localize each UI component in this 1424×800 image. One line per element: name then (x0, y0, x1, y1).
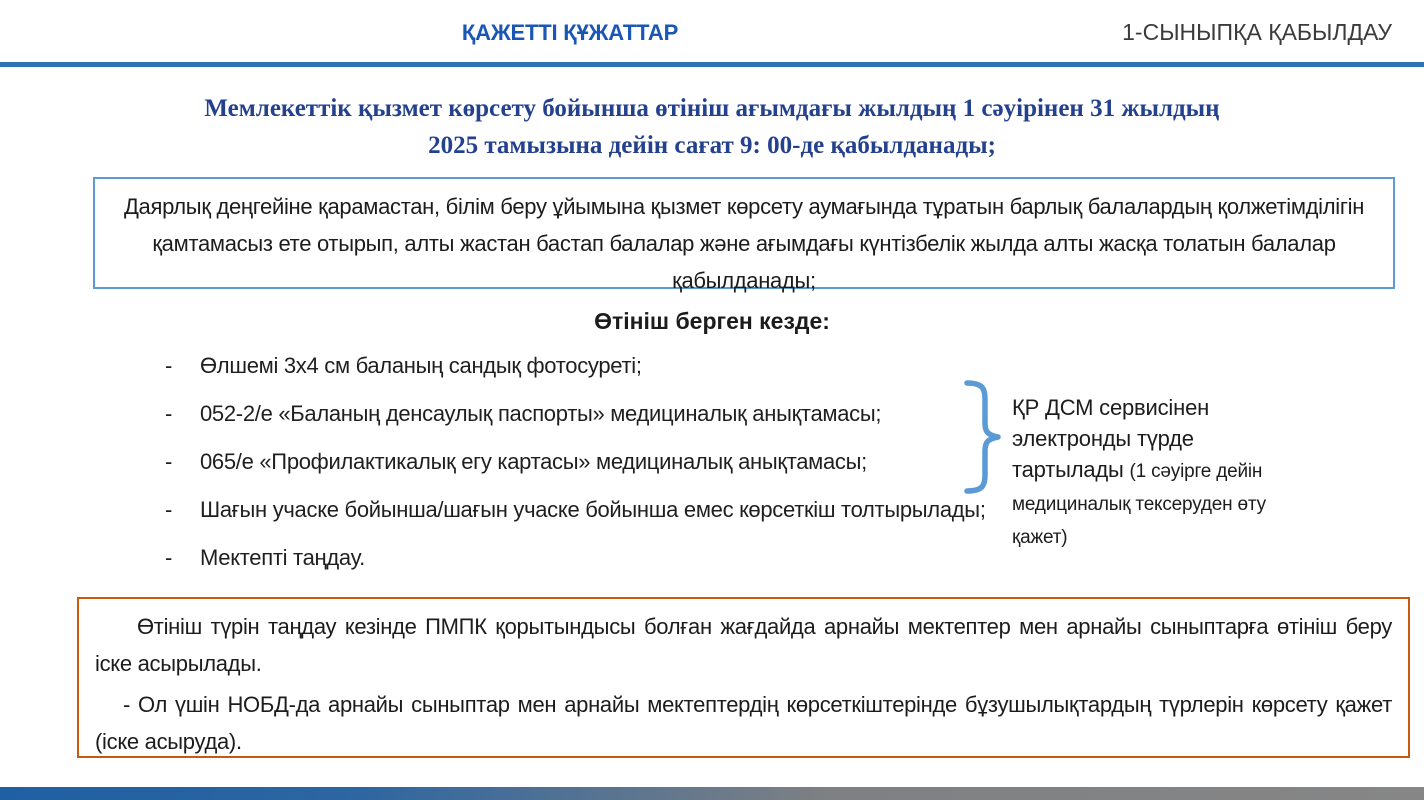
list-item-text: Мектепті таңдау. (200, 545, 365, 570)
list-item-text: 052-2/е «Баланың денсаулық паспорты» медициналық анықтамасы; (200, 401, 882, 426)
section-heading: Өтініш берген кезде: (594, 308, 830, 334)
footer-gradient-bar (0, 787, 1424, 800)
main-title-line2: 2025 тамызына дейін сағат 9: 00-де қабылданады; (428, 132, 996, 159)
slide-header-title: ҚАЖЕТТІ ҚҰЖАТТАР (461, 20, 679, 45)
curly-brace-icon (960, 378, 1002, 496)
list-item (165, 352, 1017, 380)
list-item-text: Өлшемі 3х4 см баланың сандық фотосуреті; (200, 353, 642, 378)
notice-box (77, 597, 1410, 758)
list-item-text: 065/е «Профилактикалық егу картасы» медициналық анықтамасы; (200, 449, 867, 474)
list-item-text: Шағын учаске бойынша/шағын учаске бойынша емес көрсеткіш толтырылады; (200, 497, 986, 522)
main-title-line1: Мемлекеттік қызмет көрсету бойынша өтініш ағымдағы жылдың 1 сәуірінен 31 жылдың (204, 95, 1220, 122)
list-item (165, 448, 1017, 476)
intro-box-text: Даярлық деңгейіне қарамастан, білім беру ұйымына қызмет көрсету аумағында тұратын барлық балалардың қолжетімділігін қамтамасыз ете отырып, алты жастан бастап балалар және ағымдағы күнтізбелік жылда алты жасқа толатын балалар қабылданады; (123, 194, 1365, 293)
bullet-dash: - (165, 401, 173, 426)
notice-paragraph-1: Өтініш түрін таңдау кезінде ПМПК қорытындысы болған жағдайда арнайы мектептер мен арнайы сыныптарға өтініш беру іске асырылады. (95, 614, 1392, 676)
bullet-dash: - (165, 497, 173, 522)
intro-box (93, 177, 1395, 293)
header-divider-rule (0, 62, 1424, 67)
annotation-text (1012, 392, 1297, 553)
list-item (165, 400, 1017, 428)
bullet-dash: - (165, 545, 173, 570)
notice-paragraph-2: - Ол үшін НОБД-да арнайы сыныптар мен арнайы мектептердің көрсеткіштерінде бұзушылықтардың түрлерін көрсету қажет (іске асыруда). (95, 692, 1392, 754)
annotation-note: (1 сәуірге дейін медициналық тексеруден өту қажет) (1012, 461, 1266, 548)
main-title (62, 90, 1362, 164)
list-item (165, 544, 1017, 572)
bullet-dash: - (165, 353, 173, 378)
document-list (165, 352, 1017, 592)
slide-header-subject: 1-СЫНЫПҚА ҚАБЫЛДАУ (1122, 19, 1392, 45)
bullet-dash: - (165, 449, 173, 474)
list-item (165, 496, 1017, 524)
annotation-main: ҚР ДСМ сервисінен электронды түрде тартылады (1012, 395, 1210, 482)
